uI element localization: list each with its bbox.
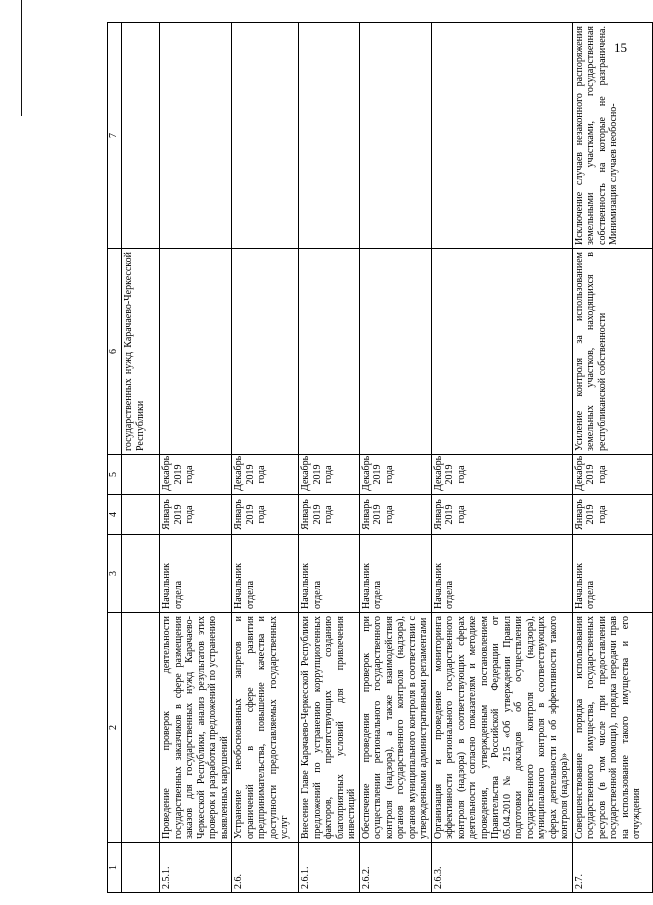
start-date: Январь 2019 года [232, 495, 299, 535]
end-date: Декабрь 2019 года [232, 455, 299, 495]
indicator-text [232, 23, 299, 249]
item-number: 2.5.1. [160, 843, 232, 893]
end-date [122, 455, 160, 495]
item-number: 2.6.3. [431, 843, 572, 893]
action-text: Обеспечение проведения проверок при осуществлении регионального государственного контроля (надзора), а также взаимодействия органов государственного контроля (надзора), органов муниципального контроля в соответствии с утвержденными административными регламентами [359, 613, 431, 843]
table-row [299, 23, 360, 893]
start-date: Январь 2019 года [359, 495, 431, 535]
start-date: Январь 2019 года [431, 495, 572, 535]
responsible-cell: Начальник отдела [431, 535, 572, 613]
start-date [122, 495, 160, 535]
expected-result [232, 249, 299, 455]
item-number: 2.7. [572, 843, 652, 893]
rotated-page [107, 23, 642, 893]
measures-table [107, 22, 653, 893]
table-row [572, 23, 652, 893]
action-text [122, 613, 160, 843]
expected-result [431, 249, 572, 455]
expected-result: Усиление контроля за использованием земельных участков, находящихся в республиканской собственности [572, 249, 652, 455]
responsible-cell: Начальник отдела [160, 535, 232, 613]
item-number: 2.6. [232, 843, 299, 893]
header-cell: 4 [108, 495, 122, 535]
end-date: Декабрь 2019 года [572, 455, 652, 495]
header-cell: 6 [108, 249, 122, 455]
start-date: Январь 2019 года [160, 495, 232, 535]
header-cell: 3 [108, 535, 122, 613]
end-date: Декабрь 2019 года [359, 455, 431, 495]
indicator-text [431, 23, 572, 249]
page-number: 15 [614, 40, 627, 55]
indicator-text: Исключение случаев незаконного распоряжения земельными участками, государственная собственность на которые не разграничена. Минимизация случаев необосно- [572, 23, 652, 249]
responsible-cell: Начальник отдела [232, 535, 299, 613]
expected-result: государственных нужд Карачаево-Черкесской Республики [122, 249, 160, 455]
indicator-text [122, 23, 160, 249]
start-date: Январь 2019 года [572, 495, 652, 535]
end-date: Декабрь 2019 года [160, 455, 232, 495]
action-text: Организация и проведение мониторинга эффективности регионального государственного контроля (надзора) в соответствующих сферах деятельности согласно показателям и методике проведения, утвержденным постановлением Правительства Российской Федерации от 05.04.2010 № 215 «Об утверждении Правил подготовки докладов об осуществлении государственного контроля (надзора), муниципального контроля в соответствующих сферах деятельности и об эффективности такого контроля (надзора)» [431, 613, 572, 843]
responsible-cell [122, 535, 160, 613]
responsible-cell: Начальник отдела [299, 535, 360, 613]
header-row [108, 23, 122, 893]
end-date: Декабрь 2019 года [299, 455, 360, 495]
header-cell: 1 [108, 843, 122, 893]
item-number: 2.6.1. [299, 843, 360, 893]
indicator-text [160, 23, 232, 249]
header-cell: 2 [108, 613, 122, 843]
table-row [359, 23, 431, 893]
end-date: Декабрь 2019 года [431, 455, 572, 495]
start-date: Январь 2019 года [299, 495, 360, 535]
item-number [122, 843, 160, 893]
table-row [232, 23, 299, 893]
expected-result [160, 249, 232, 455]
action-text: Совершенствование порядка использования государственного имущества, государственных ресурсов (в том числе при предоставлении государственной помощи), порядка передачи прав на использование такого имущества и его отчуждения [572, 613, 652, 843]
responsible-cell: Начальник отдела [572, 535, 652, 613]
margin-line [21, 0, 22, 116]
header-cell: 7 [108, 23, 122, 249]
table-row [122, 23, 160, 893]
expected-result [299, 249, 360, 455]
item-number: 2.6.2. [359, 843, 431, 893]
expected-result [359, 249, 431, 455]
action-text: Внесение Главе Карачаево-Черкесской Республики предложений по устранению коррупциогенных факторов, препятствующих созданию благоприятных условий для привлечения инвестиций [299, 613, 360, 843]
indicator-text [299, 23, 360, 249]
indicator-text [359, 23, 431, 249]
table-row [160, 23, 232, 893]
action-text: Проведение проверок деятельности государственных заказчиков в сфере размещения заказов для государственных нужд Карачаево-Черкесской Республики, анализ результатов этих проверок и разработка предложений по устранению выявленных нарушений [160, 613, 232, 843]
responsible-cell: Начальник отдела [359, 535, 431, 613]
header-cell: 5 [108, 455, 122, 495]
table-row [431, 23, 572, 893]
action-text: Устранение необоснованных запретов и ограничений в сфере развития предпринимательства, повышение качества и доступности предоставляемых государственных услуг [232, 613, 299, 843]
